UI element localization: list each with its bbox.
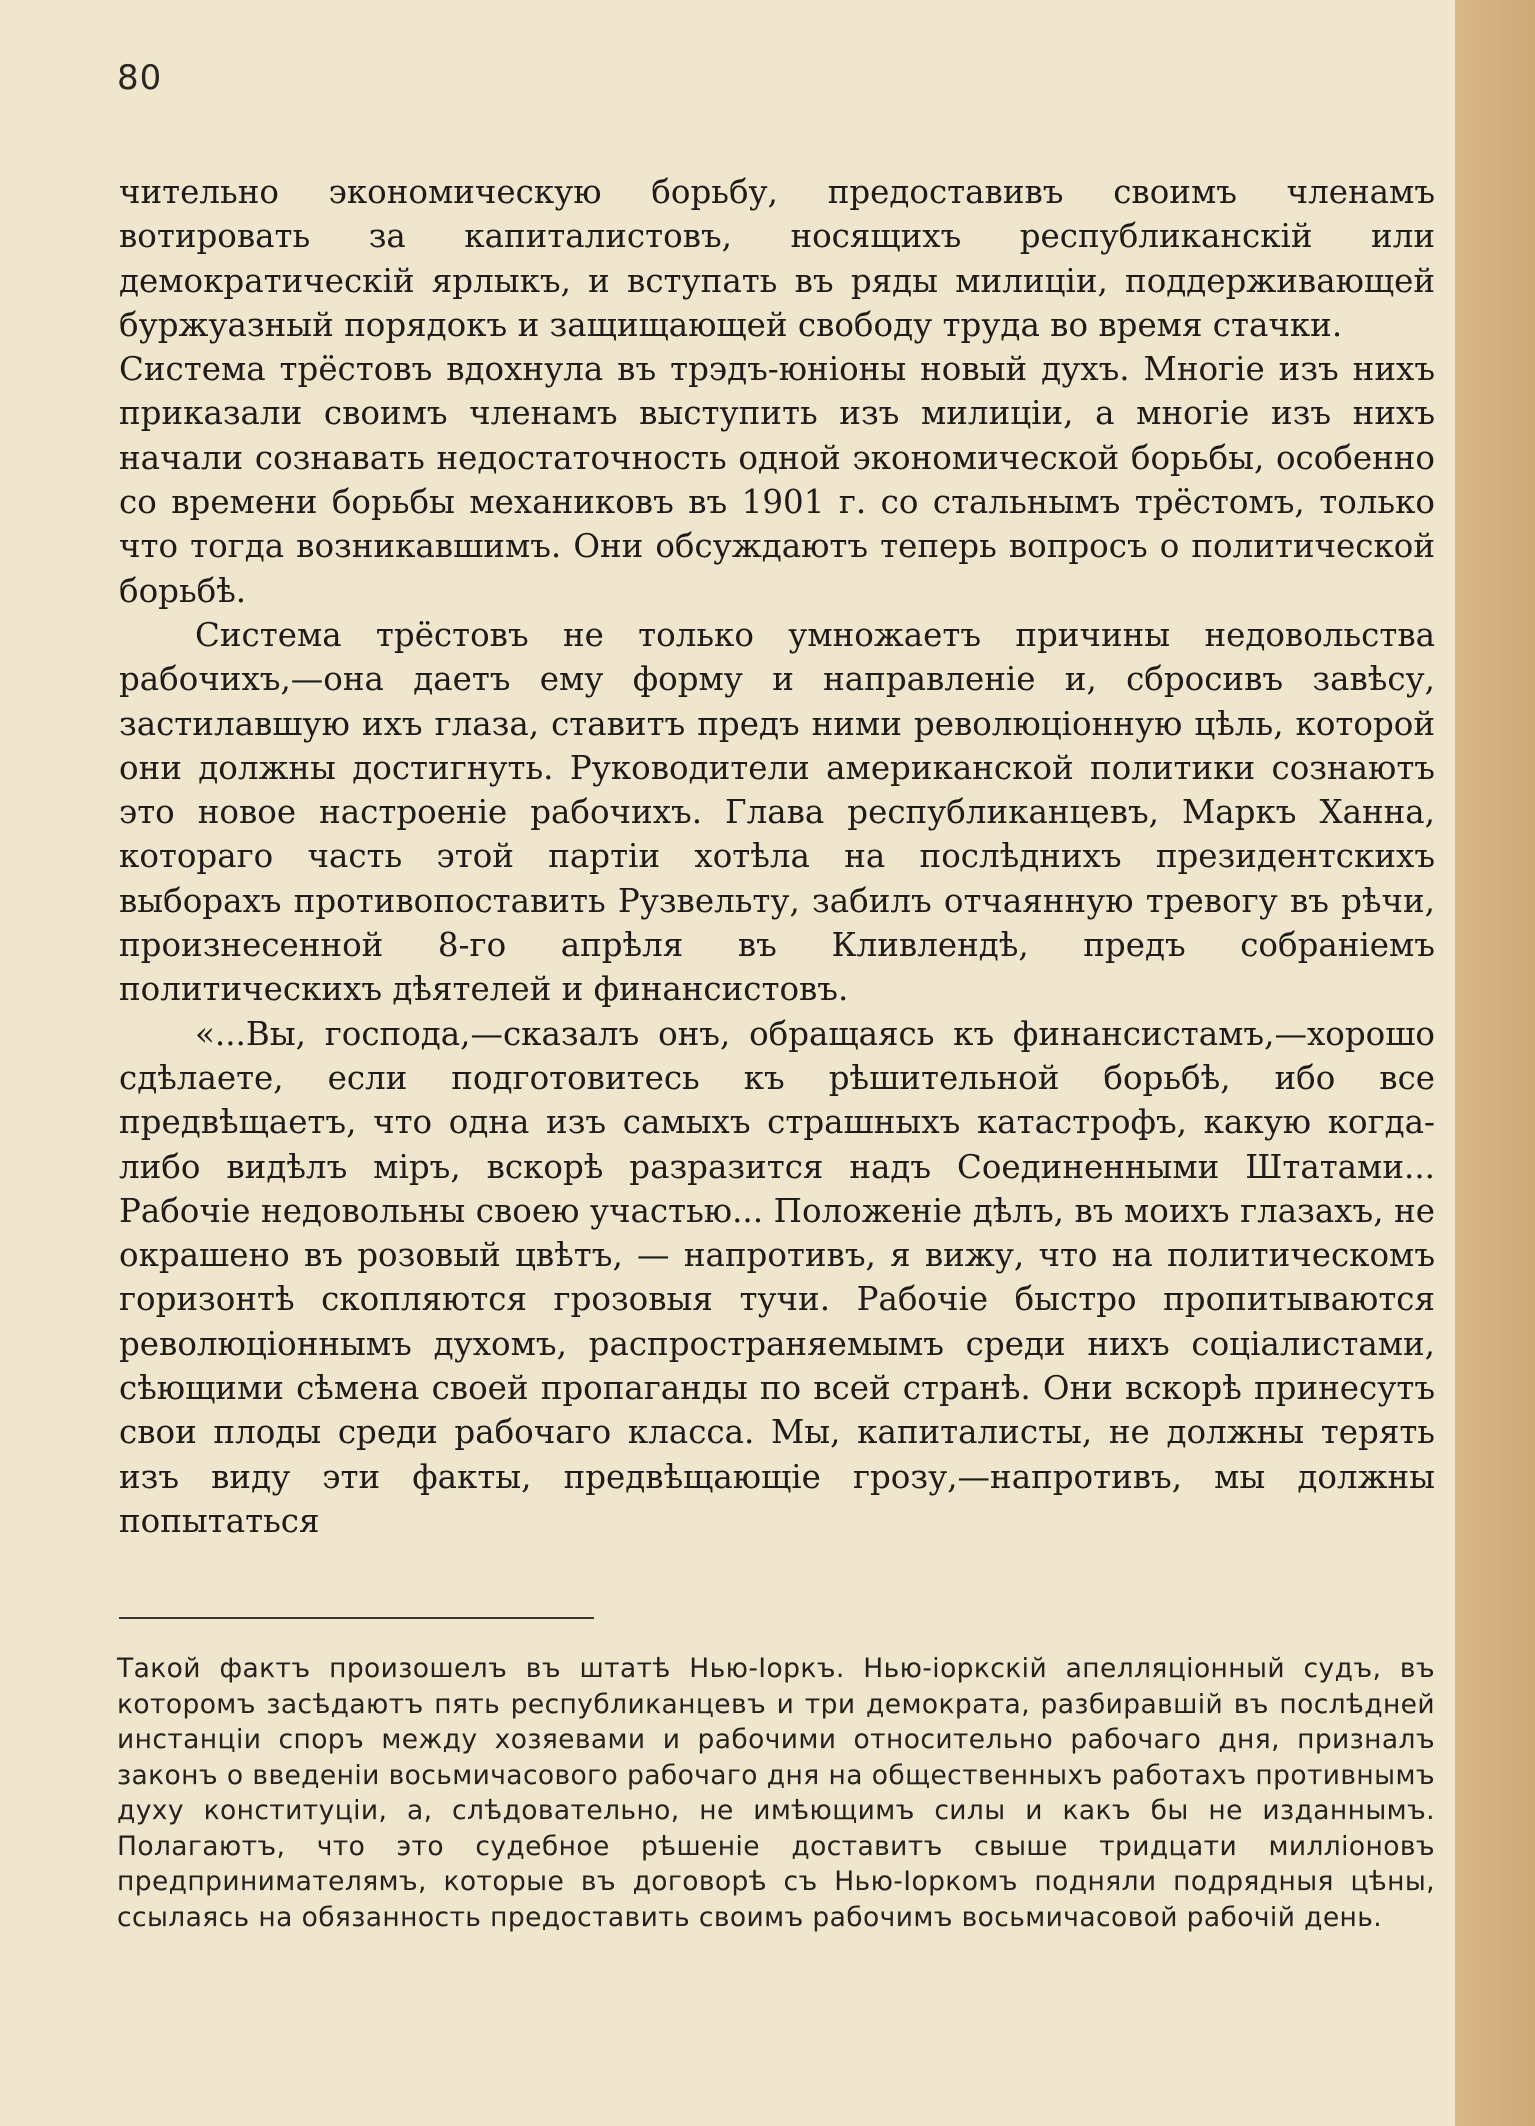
footnote-text: Такой фактъ произошелъ въ штатѣ Нью-Іоркъ. Нью-іоркскій апелляціонный судъ, въ которомъ засѣдаютъ пять республиканцевъ и три демократа, разбиравшій въ послѣдней инстанціи споръ между хозяевами и рабочими относительно рабочаго дня, призналъ законъ о введеніи восьмичасового рабочаго дня на общественныхъ работахъ противнымъ духу конституціи, а, слѣдовательно, не имѣющимъ силы и какъ бы не изданнымъ. Полагаютъ, что это судебное рѣшеніе доставитъ свыше тридцати милліоновъ предпринимателямъ, которые въ договорѣ съ Нью-Іоркомъ подняли подрядныя цѣны, ссылаясь на обязанность предоставить своимъ рабочимъ восьмичасовой рабочій день. bbox=[117, 1653, 1435, 1933]
paragraph-4-quote: «...Вы, господа,—сказалъ онъ, обращаясь къ финансистамъ,—хорошо сдѣлаете, если подготовитесь къ рѣшительной борьбѣ, ибо все предвѣщаетъ, что одна изъ самыхъ страшныхъ катастрофъ, какую когда-либо видѣлъ міръ, вскорѣ разразится надъ Соединенными Штатами... Рабочіе недовольны своею участью... Положеніе дѣлъ, въ моихъ глазахъ, не окрашено въ розовый цвѣтъ, — напротивъ, я вижу, что на политическомъ горизонтѣ скопляются грозовыя тучи. Рабочіе быстро пропитываются революціоннымъ духомъ, распространяемымъ среди нихъ соціалистами, сѣющими сѣмена своей пропаганды по всей странѣ. Они вскорѣ принесутъ свои плоды среди рабочаго класса. Мы, капиталисты, не должны терять изъ виду эти факты, предвѣщающіе грозу,—напротивъ, мы должны попытаться bbox=[119, 1014, 1435, 1540]
footnote-divider bbox=[119, 1617, 594, 1619]
page-edge-background bbox=[1455, 0, 1535, 2126]
paragraph-2: Система трёстовъ вдохнула въ трэдъ-юніоны новый духъ. Многіе изъ нихъ приказали своимъ членамъ выступить изъ милиціи, а многіе изъ нихъ начали сознавать недостаточность одной экономической борьбы, особенно со времени борьбы механиковъ въ 1901 г. со стальнымъ трёстомъ, только что тогда возникавшимъ. Они обсуждаютъ теперь вопросъ о политической борьбѣ. bbox=[119, 350, 1435, 610]
page-number: 80 bbox=[117, 58, 163, 98]
main-text bbox=[119, 170, 1435, 1543]
footnote bbox=[117, 1651, 1435, 1935]
paragraph-1: чительно экономическую борьбу, предоставивъ своимъ членамъ вотировать за капиталистовъ, носящихъ республиканскій или демократическій ярлыкъ, и вступать въ ряды милиціи, поддерживающей буржуазный порядокъ и защищающей свободу труда во время стачки. bbox=[119, 173, 1435, 344]
paragraph-3: Система трёстовъ не только умножаетъ причины недовольства рабочихъ,—она даетъ ему форму и направленіе и, сбросивъ завѣсу, застилавшую ихъ глаза, ставитъ предъ ними революціонную цѣль, которой они должны достигнуть. Руководители американской политики сознаютъ это новое настроеніе рабочихъ. Глава республиканцевъ, Маркъ Ханна, котораго часть этой партіи хотѣла на послѣднихъ президентскихъ выборахъ противопоставить Рузвельту, забилъ отчаянную тревогу въ рѣчи, произнесенной 8-го апрѣля въ Кливлендѣ, предъ собраніемъ политическихъ дѣятелей и финансистовъ. bbox=[119, 615, 1435, 1009]
